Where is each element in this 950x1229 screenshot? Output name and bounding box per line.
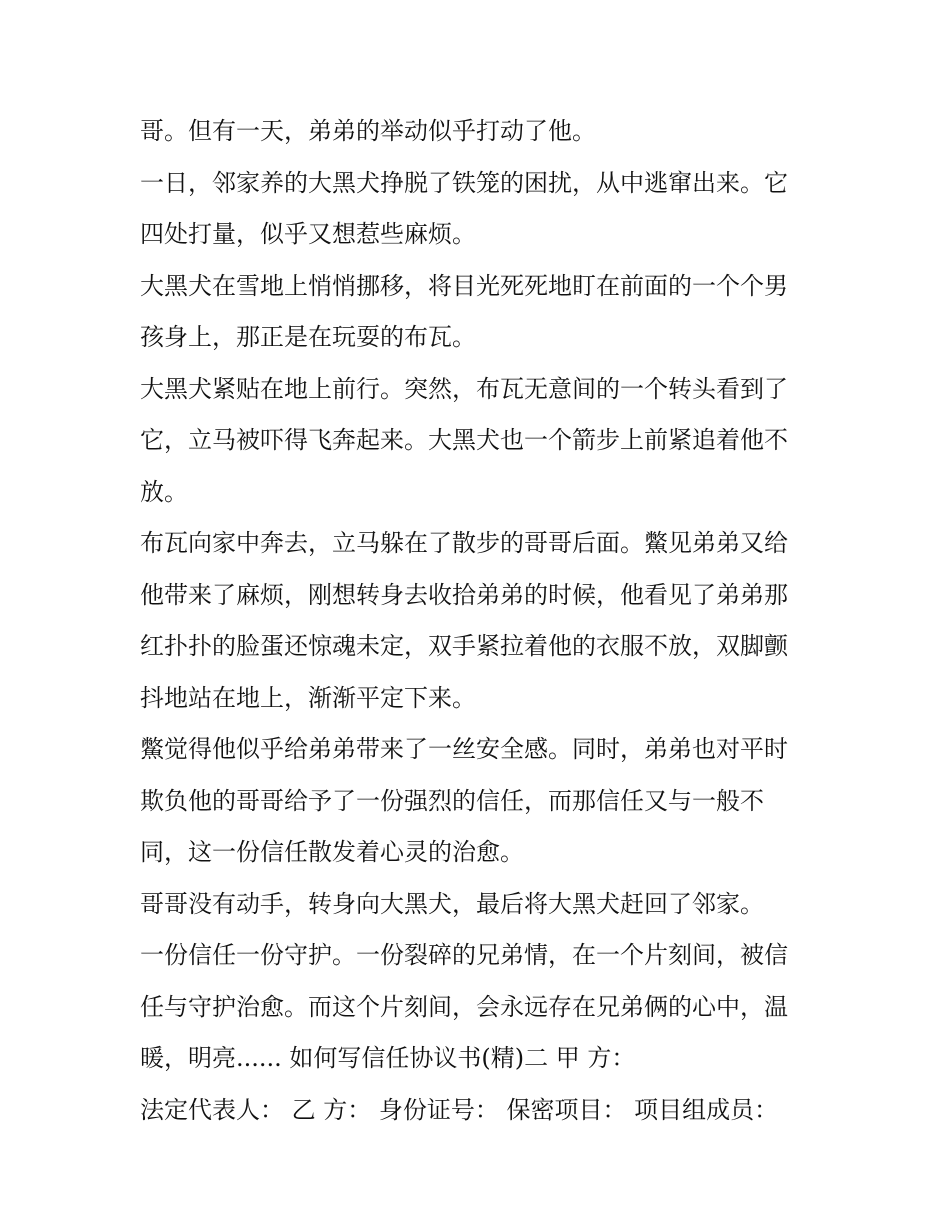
text-line: 鱉觉得他似乎给弟弟带来了一丝安全感。同时，弟弟也对平时: [140, 735, 788, 763]
text-line: 大黑犬紧贴在地上前行。突然，布瓦无意间的一个转头看到了: [140, 374, 788, 403]
text-line: 抖地站在地上，渐渐平定下来。: [140, 683, 476, 712]
text-line: 法定代表人： 乙 方： 身份证号： 保密项目： 项目组成员：: [140, 1095, 779, 1124]
text-line: 四处打量，似乎又想惹些麻烦。: [140, 220, 476, 248]
text-line: 哥。但有一天，弟弟的举动似乎打动了他。: [140, 117, 596, 145]
text-line: 放。: [140, 477, 188, 506]
text-line: 暖，明亮...... 如何写信任协议书(精)二 甲 方：: [140, 1044, 636, 1072]
text-line: 一份信任一份守护。一份裂碎的兄弟情，在一个片刻间，被信: [140, 941, 788, 969]
text-line: 一日，邻家养的大黑犬挣脱了铁笼的困扰，从中逃窜出来。它: [140, 168, 788, 197]
text-line: 任与守护治愈。而这个片刻间，会永远存在兄弟俩的心中，温: [140, 992, 788, 1021]
text-line: 红扑扑的脸蛋还惊魂未定，双手紧拉着他的衣服不放，双脚颤: [140, 632, 788, 660]
text-line: 孩身上，那正是在玩耍的布瓦。: [140, 323, 476, 351]
text-line: 欺负他的哥哥给予了一份强烈的信任，而那信任又与一般不: [140, 786, 764, 815]
text-line: 布瓦向家中奔去，立马躲在了散步的哥哥后面。鱉见弟弟又给: [140, 529, 788, 557]
text-line: 同，这一份信任散发着心灵的治愈。: [140, 838, 524, 866]
text-line: 哥哥没有动手，转身向大黑犬，最后将大黑犬赶回了邻家。: [140, 889, 764, 918]
text-line: 他带来了麻烦，刚想转身去收拾弟弟的时候，他看见了弟弟那: [140, 580, 788, 609]
text-line: 大黑犬在雪地上悄悄挪移，将目光死死地盯在前面的一个个男: [140, 271, 788, 300]
text-line: 它，立马被吓得飞奔起来。大黑犬也一个箭步上前紧追着他不: [140, 426, 788, 454]
document-body: [140, 106, 820, 1136]
